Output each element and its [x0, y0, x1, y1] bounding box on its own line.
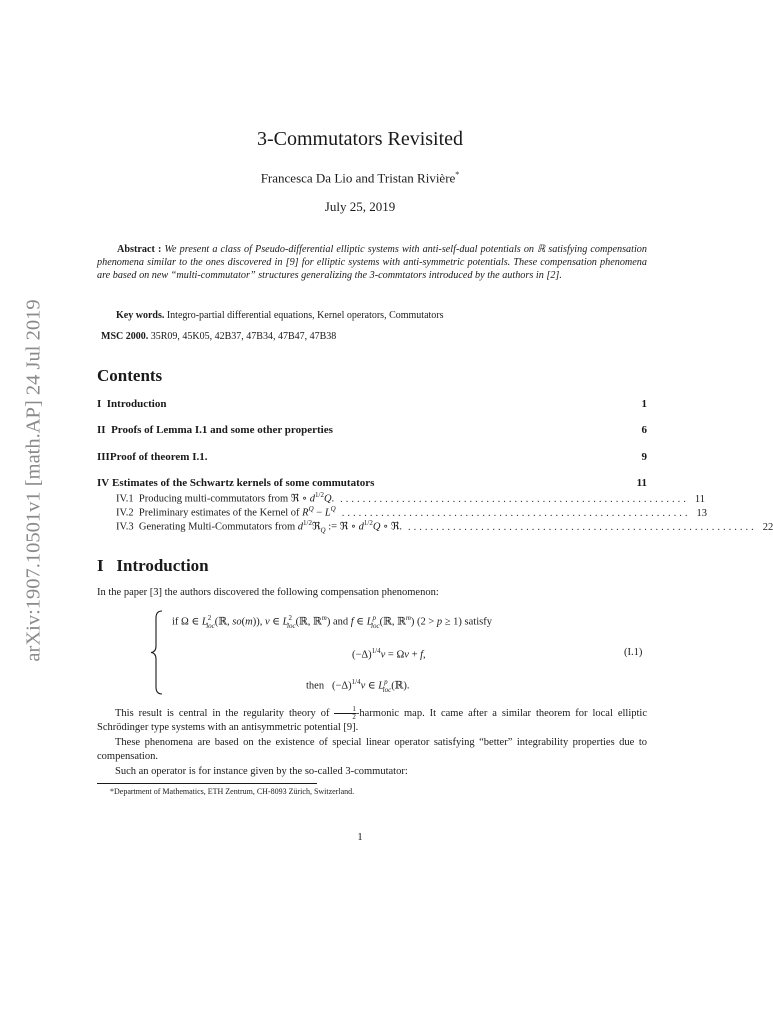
- intro-paragraph-3: These phenomena are based on the existence of special linear operator satisfying “better” integrability properties due to compensation.: [97, 737, 647, 762]
- abstract: [97, 244, 647, 282]
- equation-line-2: $(-\Delta)^{1/4}v = \Omega v + f$,: [352, 647, 426, 661]
- equation-line-1: if Ω ∈ $L^2_{loc}(ℝ$, so(m)), v ∈ $L^2_{loc}(ℝ$, ℝ$^m$) and f ∈ $L^p_{loc}(ℝ$, ℝ$^m$) (2 > p ≥ 1) satisfy: [172, 614, 492, 630]
- msc-codes: MSC 2000. 35R09, 45K05, 42B37, 47B34, 47B47, 47B38: [101, 331, 337, 342]
- date: July 25, 2019: [324, 199, 396, 214]
- keywords: Key words. Integro-partial differential equations, Kernel operators, Commutators: [116, 310, 444, 321]
- toc-section-1[interactable]: I Introduction 1: [97, 398, 647, 410]
- intro-paragraph-2: This result is central in the regularity theory of $\frac{1}{2}$ -harmonic map. It came after a similar theorem for local elliptic Schrödinger type systems with an antisymmetric potential [9].: [97, 705, 647, 733]
- intro-paragraph-1: In the paper [3] the authors discovered the following compensation phenomenon:: [97, 587, 439, 598]
- abstract-text: We present a class of Pseudo-differential elliptic systems with anti-self-dual potentials on ℝ satisfying compensation phenomena similar to the ones discovered in [9] for elliptic systems with anti-symmetric potentials. These compensation phenomena are based on new “multi-commutator” structures generalizing the 3-commtators introduced by the authors in [2].: [97, 244, 647, 281]
- page-number: 1: [357, 831, 363, 843]
- footnote: *Department of Mathematics, ETH Zentrum, CH-8093 Zürich, Switzerland.: [110, 787, 355, 796]
- equation-label: (I.1): [624, 647, 643, 658]
- equation-line-3: then $(-\Delta)^{1/4}v$ ∈ $L^p_{loc}(ℝ)$.: [306, 678, 410, 694]
- footnote-rule: [97, 783, 317, 784]
- toc-section-3[interactable]: IIIProof of theorem I.1. 9: [97, 451, 647, 463]
- toc-section-2[interactable]: II Proofs of Lemma I.1 and some other properties 6: [97, 424, 647, 436]
- toc-subsection-2[interactable]: IV.2 Preliminary estimates of the Kernel of $R^Q - L^Q$ .............................................................. 13: [116, 505, 707, 519]
- contents-heading: Contents: [97, 366, 163, 385]
- toc-subsection-3[interactable]: IV.3 Generating Multi-Commutators from $d^{1/2}ℜ_Q$ := ℜ ∘ $d^{1/2}Q$ ∘ ℜ. .............................................................. 22: [116, 519, 773, 535]
- toc-subsection-1[interactable]: IV.1 Producing multi-commutators from ℜ ∘ $d^{1/2}Q$. .............................................................. 11: [116, 491, 706, 505]
- toc-section-4[interactable]: IV Estimates of the Schwartz kernels of some commutators 11: [97, 477, 647, 489]
- authors: Francesca Da Lio and Tristan Rivière*: [260, 170, 460, 186]
- arxiv-watermark: arXiv:1907.10501v1 [math.AP] 24 Jul 2019: [22, 298, 45, 662]
- intro-heading: I Introduction: [97, 556, 209, 575]
- paper-title: 3-Commutators Revisited: [256, 128, 464, 150]
- intro-paragraph-4: Such an operator is for instance given by the so-called 3-commutator:: [115, 766, 408, 777]
- equation-brace: [150, 610, 164, 695]
- abstract-label: Abstract :: [117, 244, 162, 255]
